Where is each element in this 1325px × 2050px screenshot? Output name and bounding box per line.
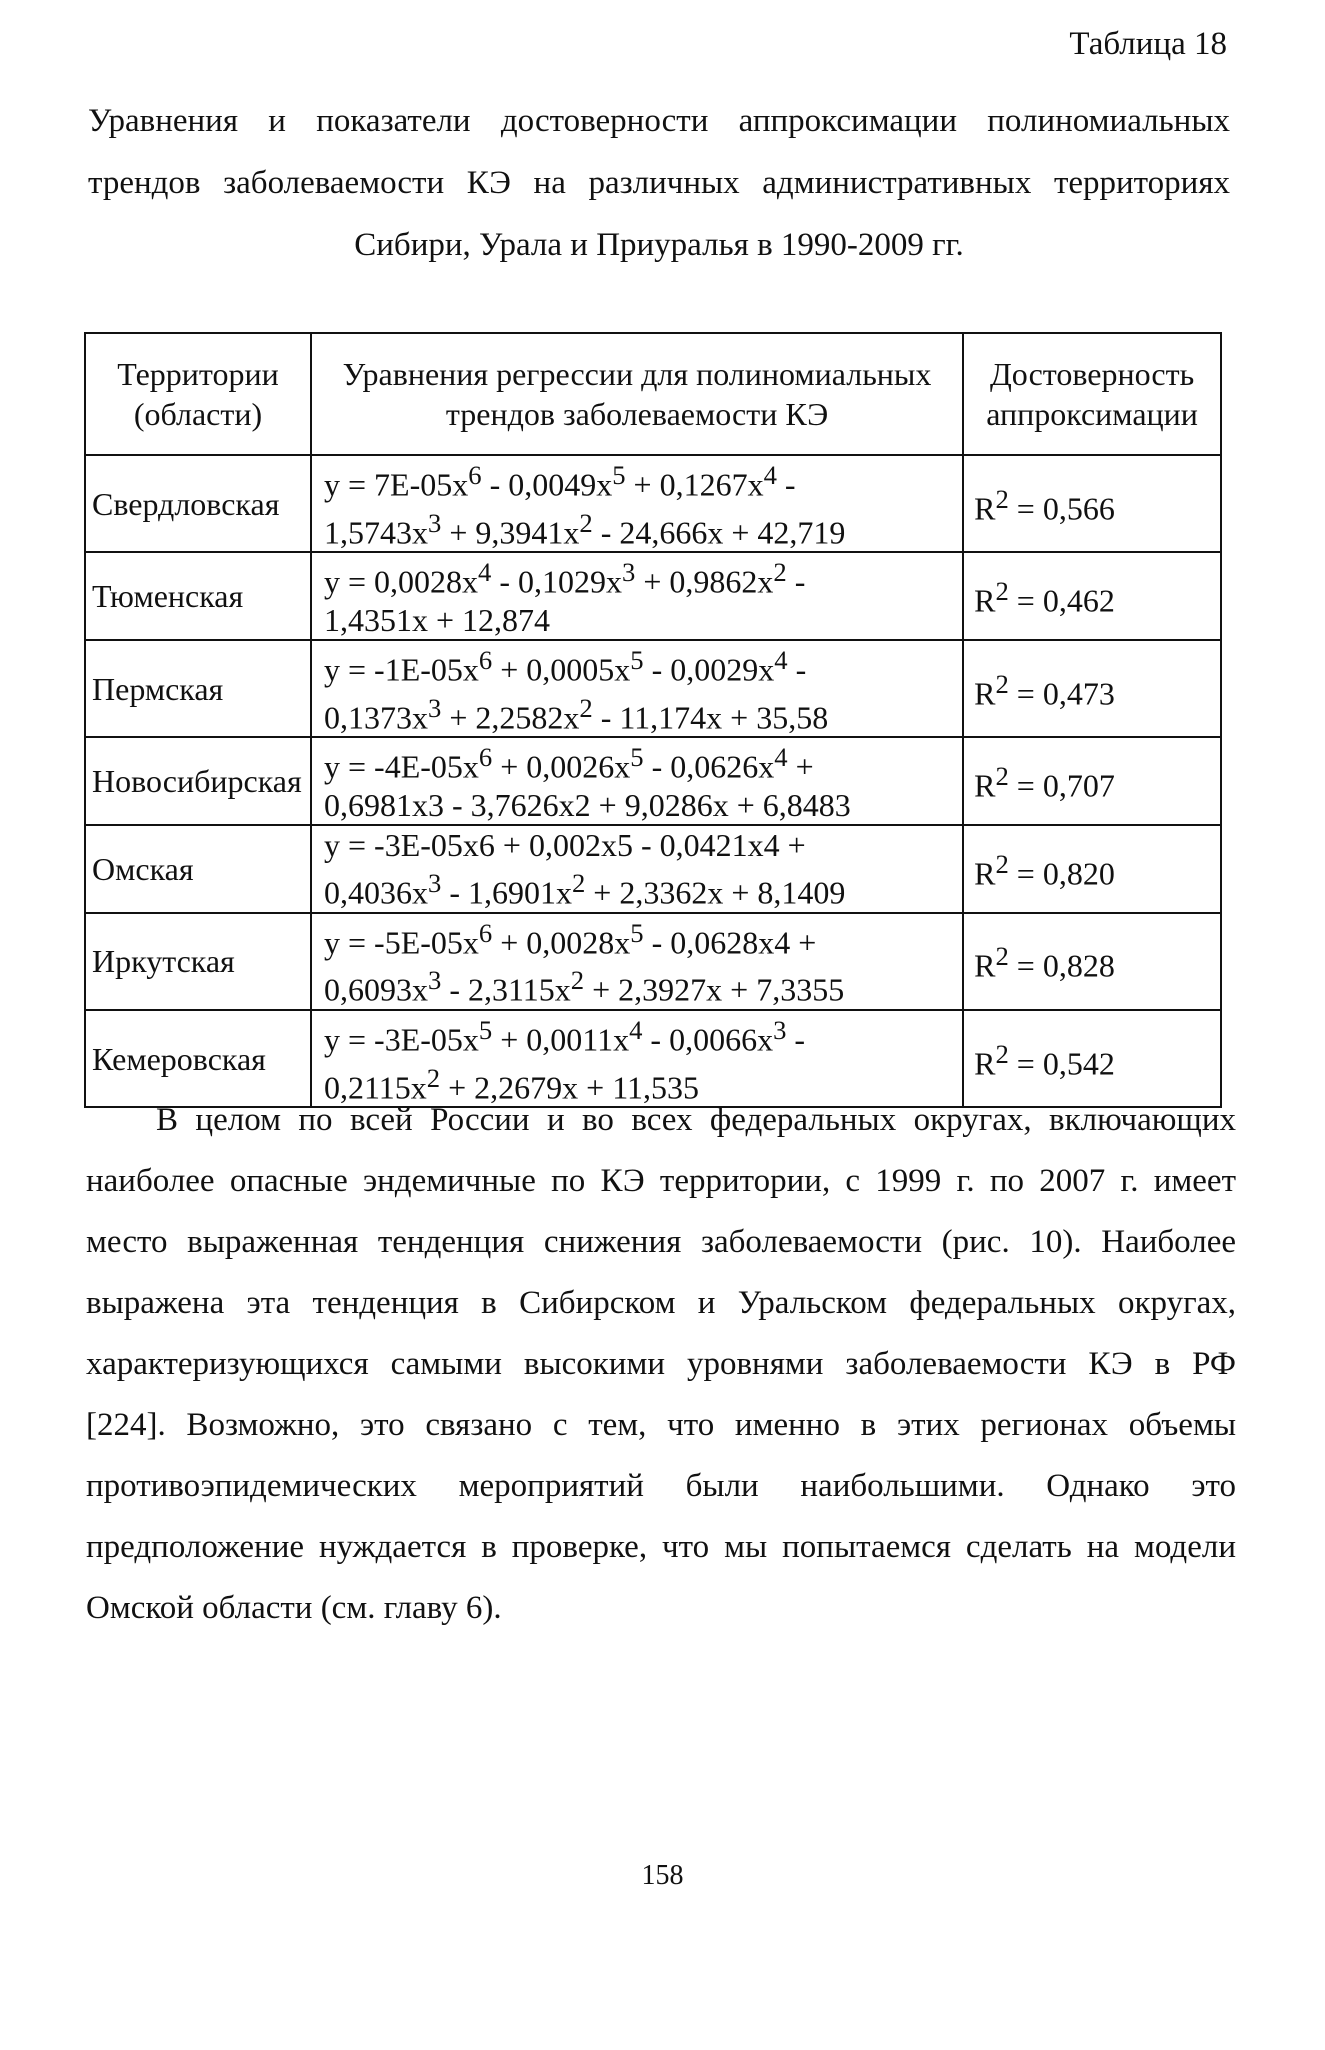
region-name: Свердловская <box>85 455 311 552</box>
regression-equation: $y = -3E-05x^5 + 0,0011x^4 - 0,0066x^3$ - $0,2115x^2 + 2,2679x + 11,535$ <box>311 1010 963 1107</box>
region-name: Пермская <box>85 640 311 737</box>
table-label: Таблица 18 <box>1069 26 1227 62</box>
r-squared-value: 0,707 <box>1042 767 1115 804</box>
r-squared-value: 0,542 <box>1042 1045 1115 1082</box>
caption-line: Уравнения и показатели достоверности аппроксимации полиномиальных <box>88 103 1230 139</box>
table-row <box>85 737 1221 825</box>
r-squared: $R^2 = 0,566$ <box>963 455 1221 552</box>
region-name: Кемеровская <box>85 1010 311 1107</box>
regression-table <box>84 332 1222 1108</box>
r-squared: $R^2 = 0,473$ <box>963 640 1221 737</box>
table-caption <box>88 90 1230 276</box>
paragraph-line: выражена эта тенденция в Сибирском и Уральском федеральных округах, <box>86 1285 1236 1321</box>
r-squared: $R^2 = 0,542$ <box>963 1010 1221 1107</box>
r-squared: $R^2 = 0,828$ <box>963 913 1221 1010</box>
r-squared-value: 0,462 <box>1042 582 1115 619</box>
regression-equation: y = -3E-05x6 + 0,002x5 - 0,0421x4 + $0,4036x^3 - 1,6901x^2 + 2,3362x + 8,1409$ <box>311 825 963 913</box>
regression-equation: $y = -4E-05x^6 + 0,0026x^5 - 0,0626x^4$ + 0,6981x3 - 3,7626x2 + 9,0286x + 6,8483 <box>311 737 963 825</box>
paragraph-line: место выраженная тенденция снижения заболеваемости (рис. 10). Наиболее <box>86 1224 1236 1260</box>
paragraph-line: В целом по всей России и во всех федеральных округах, включающих <box>156 1102 1236 1138</box>
table-row <box>85 552 1221 640</box>
header-reliability: Достоверность аппроксимации <box>963 333 1221 455</box>
paragraph-line: предположение нуждается в проверке, что мы попытаемся сделать на модели <box>86 1529 1236 1565</box>
header-territories: Территории (области) <box>85 333 311 455</box>
table-row <box>85 825 1221 913</box>
table-row <box>85 913 1221 1010</box>
region-name: Иркутская <box>85 913 311 1010</box>
r-squared: $R^2 = 0,462$ <box>963 552 1221 640</box>
caption-line: Сибири, Урала и Приуралья в 1990-2009 гг. <box>354 227 964 263</box>
region-name: Омская <box>85 825 311 913</box>
header-equations: Уравнения регрессии для полиномиальных трендов заболеваемости КЭ <box>311 333 963 455</box>
table-body <box>85 455 1221 1107</box>
r-squared-value: 0,566 <box>1042 490 1115 527</box>
paragraph-line: Омской области (см. главу 6). <box>86 1590 502 1626</box>
paragraph-line: противоэпидемических мероприятий были наибольшими. Однако это <box>86 1468 1236 1504</box>
region-name: Новосибирская <box>85 737 311 825</box>
r-squared-value: 0,828 <box>1042 948 1115 985</box>
table-header-row <box>85 333 1221 455</box>
region-name: Тюменская <box>85 552 311 640</box>
caption-line: трендов заболеваемости КЭ на различных административных территориях <box>88 165 1230 201</box>
table-row <box>85 455 1221 552</box>
r-squared: $R^2 = 0,820$ <box>963 825 1221 913</box>
regression-equation: $y = 0,0028x^4 - 0,1029x^3 + 0,9862x^2$ - 1,4351x + 12,874 <box>311 552 963 640</box>
r-squared: $R^2 = 0,707$ <box>963 737 1221 825</box>
paragraph-line: [224]. Возможно, это связано с тем, что именно в этих регионах объемы <box>86 1407 1236 1443</box>
table-row <box>85 640 1221 737</box>
regression-equation: $y = -5E-05x^6 + 0,0028x^5 - 0,0628x4$ + $0,6093x^3 - 2,3115x^2 + 2,3927x + 7,3355$ <box>311 913 963 1010</box>
r-squared-value: 0,473 <box>1042 675 1115 712</box>
paragraph-line: характеризующихся самыми высокими уровнями заболеваемости КЭ в РФ <box>86 1346 1236 1382</box>
body-paragraph <box>86 1090 1236 1639</box>
paragraph-line: наиболее опасные эндемичные по КЭ территории, с 1999 г. по 2007 г. имеет <box>86 1163 1236 1199</box>
regression-equation: $y = 7E-05x^6 - 0,0049x^5 + 0,1267x^4$ - $1,5743x^3 + 9,3941x^2 - 24,666x + 42,719$ <box>311 455 963 552</box>
page-number: 158 <box>641 1860 684 1891</box>
regression-equation: $y = -1E-05x^6 + 0,0005x^5 - 0,0029x^4$ - $0,1373x^3 + 2,2582x^2 - 11,174x + 35,58$ <box>311 640 963 737</box>
r-squared-value: 0,820 <box>1042 855 1115 892</box>
